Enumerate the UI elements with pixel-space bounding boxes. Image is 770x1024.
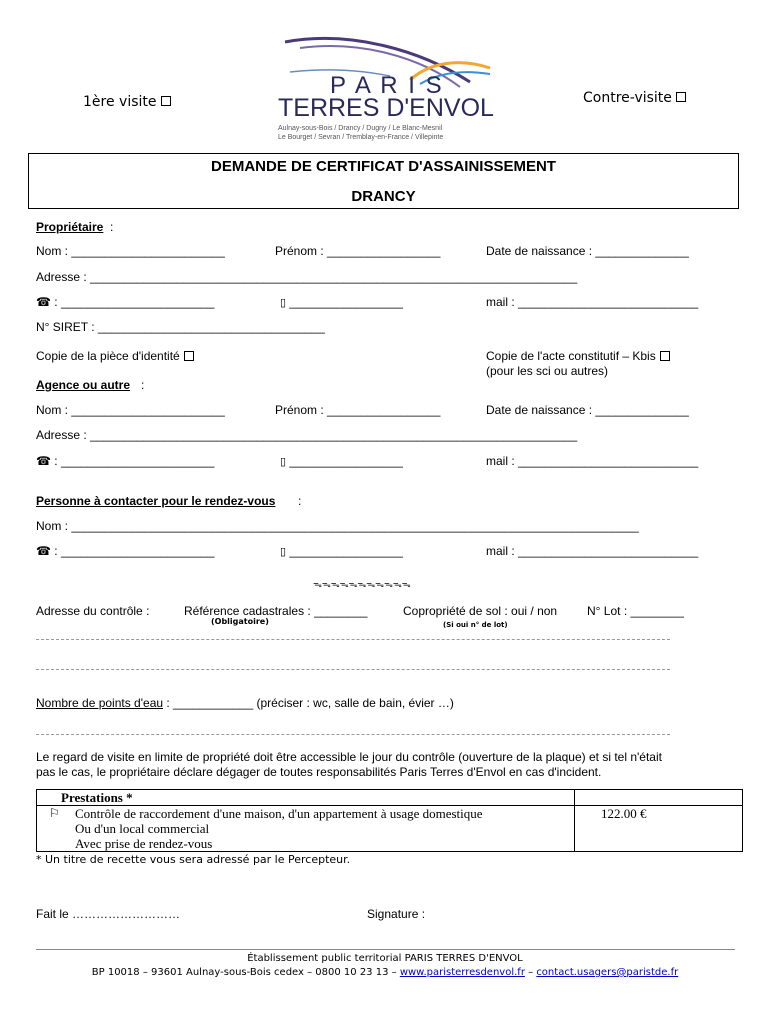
lot-number-field[interactable]: N° Lot : ________ [587, 604, 684, 618]
owner-address-field[interactable]: Adresse : _________________________________________________________________________ [36, 270, 578, 284]
owner-firstname-field[interactable]: Prénom : _________________ [275, 244, 441, 258]
website-link[interactable]: www.paristerresdenvol.fr [399, 967, 525, 978]
owner-heading-colon: : [110, 220, 114, 234]
first-visit-checkbox[interactable] [161, 96, 171, 106]
owner-mail-field[interactable]: mail : ___________________________ [486, 295, 699, 309]
prestations-footnote: * Un titre de recette vous sera adressé par le Percepteur. [36, 853, 351, 866]
phone-icon: ☎ [36, 454, 51, 468]
contact-phone-field[interactable]: ☎ : _______________________ [36, 544, 215, 558]
agency-heading: Agence ou autre [36, 378, 131, 392]
copro-note: (Si oui n° de lot) [443, 621, 508, 629]
owner-mobile-field[interactable]: ▯ _________________ [280, 295, 403, 309]
footer-address: BP 10018 – 93601 Aulnay-sous-Bois cedex – 0800 10 23 13 – [91, 967, 397, 978]
agency-mobile-field[interactable]: ▯ _________________ [280, 454, 403, 468]
notice-line-1: Le regard de visite en limite de propriété doit être accessible le jour du contrôle (ouverture de la plaque) et si tel n'était [36, 750, 662, 764]
id-copy-label: Copie de la pièce d'identité [36, 349, 180, 363]
control-address-label: Adresse du contrôle : [36, 604, 150, 618]
agency-mail-field[interactable]: mail : ___________________________ [486, 454, 699, 468]
title-box [28, 153, 739, 209]
counter-visit-label: Contre-visite [583, 90, 672, 106]
water-points-label: Nombre de points d'eau [36, 696, 164, 710]
footer-dash: – [528, 967, 534, 978]
footer-divider [36, 949, 735, 950]
footer-line-1: Établissement public territorial PARIS TERRES D'ENVOL [247, 953, 523, 964]
prestation-item: ⚐ Contrôle de raccordement d'une maison, d'un appartement à usage domestique Ou d'un local commercial Avec prise de rendez-vous [37, 806, 575, 852]
owner-name-field[interactable]: Nom : _______________________ [36, 244, 225, 258]
flag-icon: ⚐ [49, 806, 60, 820]
paris-terres-denvol-logo [270, 32, 500, 147]
agency-address-field[interactable]: Adresse : _________________________________________________________________________ [36, 428, 578, 442]
decorative-separator: ᯓᯓᯓᯓᯓᯓᯓᯓᯓᯓᯓ [313, 579, 411, 589]
contact-mobile-field[interactable]: ▯ _________________ [280, 544, 403, 558]
water-details-line[interactable] [36, 734, 670, 735]
owner-siret-field[interactable]: N° SIRET : __________________________________ [36, 320, 325, 334]
first-visit-label: 1ère visite [83, 94, 157, 110]
counter-visit-checkbox[interactable] [676, 92, 686, 102]
cadastral-reference-field[interactable]: Référence cadastrales : ________ [184, 604, 368, 618]
cadastral-note: (Obligatoire) [211, 617, 269, 626]
kbis-note: (pour les sci ou autres) [486, 364, 609, 378]
phone-icon: ☎ [36, 295, 51, 309]
agency-phone-field[interactable]: ☎ : _______________________ [36, 454, 215, 468]
first-visit-option[interactable] [83, 94, 171, 110]
agency-birthdate-field[interactable]: Date de naissance : ______________ [486, 403, 689, 417]
mobile-phone-icon: ▯ [280, 546, 287, 558]
prestations-header: Prestations * [37, 790, 575, 806]
kbis-copy-checkbox[interactable] [660, 351, 670, 361]
agency-name-field[interactable]: Nom : _______________________ [36, 403, 225, 417]
mobile-phone-icon: ▯ [280, 456, 287, 468]
copro-field[interactable]: Copropriété de sol : oui / non [403, 604, 558, 618]
counter-visit-option[interactable] [583, 90, 686, 106]
id-copy-checkbox[interactable] [184, 351, 194, 361]
prestations-table [36, 789, 743, 852]
form-title: DEMANDE DE CERTIFICAT D'ASSAINISSEMENT [211, 158, 556, 175]
prestation-price: 122.00 € [575, 806, 743, 852]
logo-towns-line2: Le Bourget / Sevran / Tremblay-en-France / Villepinte [278, 134, 444, 141]
contact-heading: Personne à contacter pour le rendez-vous [36, 494, 276, 508]
logo-towns-line1: Aulnay-sous-Bois / Drancy / Dugny / Le Blanc-Mesnil [278, 125, 443, 132]
contact-heading-colon: : [298, 494, 302, 508]
agency-firstname-field[interactable]: Prénom : _________________ [275, 403, 441, 417]
logo-terres-text: TERRES D'ENVOL [278, 94, 494, 122]
done-at-field[interactable]: Fait le ……………………… [36, 907, 181, 921]
logo-paris-text: P A R I S [330, 72, 444, 99]
form-city: DRANCY [351, 188, 416, 205]
address-line-2[interactable] [36, 669, 670, 670]
contact-mail-field[interactable]: mail : ___________________________ [486, 544, 699, 558]
mobile-phone-icon: ▯ [280, 297, 287, 309]
email-link[interactable]: contact.usagers@paristde.fr [536, 967, 679, 978]
signature-field[interactable]: Signature : [367, 907, 426, 921]
footer-line-2 [0, 967, 770, 978]
owner-birthdate-field[interactable]: Date de naissance : ______________ [486, 244, 689, 258]
notice-line-2: pas le cas, le propriétaire déclare dégager de toutes responsabilités Paris Terres d'Envol en cas d'incident. [36, 765, 602, 779]
agency-heading-colon: : [141, 378, 145, 392]
owner-heading: Propriétaire [36, 220, 104, 234]
kbis-copy-option[interactable] [486, 349, 670, 363]
id-copy-option[interactable] [36, 349, 194, 363]
kbis-copy-label: Copie de l'acte constitutif – Kbis [486, 349, 656, 363]
contact-name-field[interactable]: Nom : _____________________________________________________________________________________ [36, 519, 639, 533]
water-points-field[interactable]: Nombre de points d'eau : ____________ (préciser : wc, salle de bain, évier …) [36, 696, 454, 710]
phone-icon: ☎ [36, 544, 51, 558]
address-line-1[interactable] [36, 639, 670, 640]
owner-phone-field[interactable]: ☎ : _______________________ [36, 295, 215, 309]
